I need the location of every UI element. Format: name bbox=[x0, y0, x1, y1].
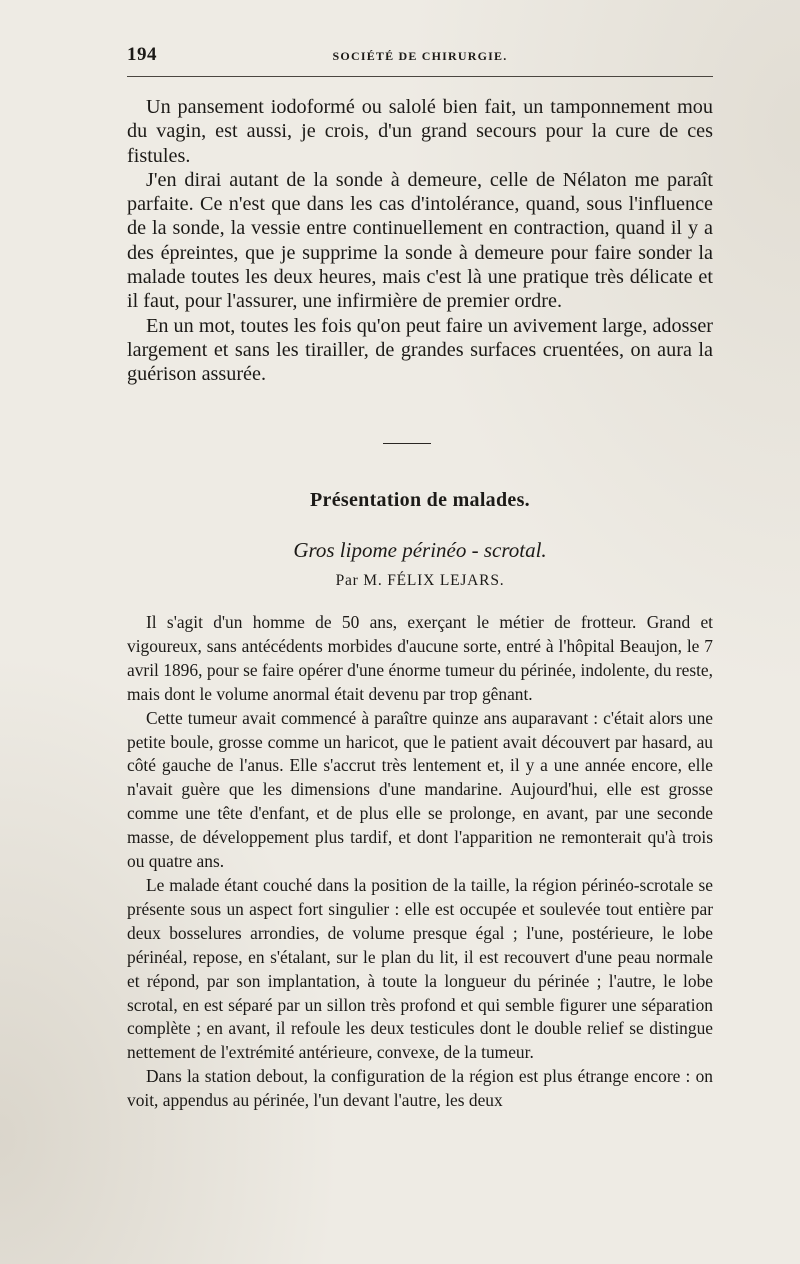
previous-discussion-text bbox=[127, 95, 713, 387]
paragraph: Il s'agit d'un homme de 50 ans, exerçant le métier de frotteur. Grand et vigoureux, sans antécédents morbides d'aucune sorte, entré à l'hôpital Beaujon, le 7 avril 1896, pour se faire opérer d'une énorme tumeur du périnée, indolente, du reste, mais dont le volume anormal était devenu par trop gênant. bbox=[127, 612, 713, 704]
page-number: 194 bbox=[127, 44, 157, 65]
paragraph: Un pansement iodoformé ou salolé bien fait, un tamponnement mou du vagin, est aussi, je crois, d'un grand secours pour la cure de ces fistules. bbox=[127, 96, 713, 167]
page-header bbox=[127, 44, 713, 70]
article-body bbox=[127, 611, 713, 1113]
article-author: Par M. FÉLIX LEJARS. bbox=[335, 572, 505, 589]
header-rule bbox=[127, 76, 713, 77]
paragraph: Le malade étant couché dans la position de la taille, la région périnéo-scrotale se présente sous un aspect fort singulier : elle est occupée et soulevée tout entière par deux bosselures arrondies, de volume presque égal ; l'une, postérieure, le lobe périnéal, repose, en s'étalant, sur le plan du lit, il est recouvert d'une peau normale et répond, par son implantation, à toute la longueur du périnée ; l'autre, le lobe scrotal, en est séparé par un sillon très profond et qui semble figurer une séparation complète ; en avant, il refoule les deux testicules dont le double relief se distingue nettement de l'extrémité antérieure, convexe, de la tumeur. bbox=[127, 874, 713, 1063]
paragraph: En un mot, toutes les fois qu'on peut faire un avivement large, adosser largement et sans les tirailler, de grandes surfaces cruentées, on aura la guérison assurée. bbox=[127, 314, 713, 386]
running-title: SOCIÉTÉ DE CHIRURGIE. bbox=[332, 49, 508, 63]
article-title: Gros lipome périnéo - scrotal. bbox=[293, 538, 547, 562]
section-title: Présentation de malades. bbox=[310, 489, 530, 511]
paragraph: Cette tumeur avait commencé à paraître quinze ans auparavant : c'était alors une petite boule, grosse comme un haricot, que le patient avait découvert par hasard, au côté gauche de l'anus. Elle s'accrut très lentement et, il y a une année encore, elle n'avait guère que les dimensions d'une mandarine. Aujourd'hui, elle est grosse comme une tête d'enfant, et de plus elle se prolonge, en avant, par une seconde masse, de développement plus tardif, et dont l'apparition ne remonterait qu'à trois ou quatre ans. bbox=[127, 707, 713, 872]
paragraph: Dans la station debout, la configuration de la région est plus étrange encore : on voit, appendus au périnée, l'un devant l'autre, les deux bbox=[127, 1066, 713, 1111]
section-separator bbox=[383, 443, 431, 444]
paragraph: J'en dirai autant de la sonde à demeure, celle de Nélaton me paraît parfaite. Ce n'est que dans les cas d'intolérance, quand, sous l'influence de la sonde, la vessie entre continuellement en contraction, quand il y a des épreintes, que je supprime la sonde à demeure pour faire sonder la malade toutes les deux heures, mais c'est là une pratique très délicate et il faut, pour l'assurer, une infirmière de premier ordre. bbox=[127, 168, 713, 313]
